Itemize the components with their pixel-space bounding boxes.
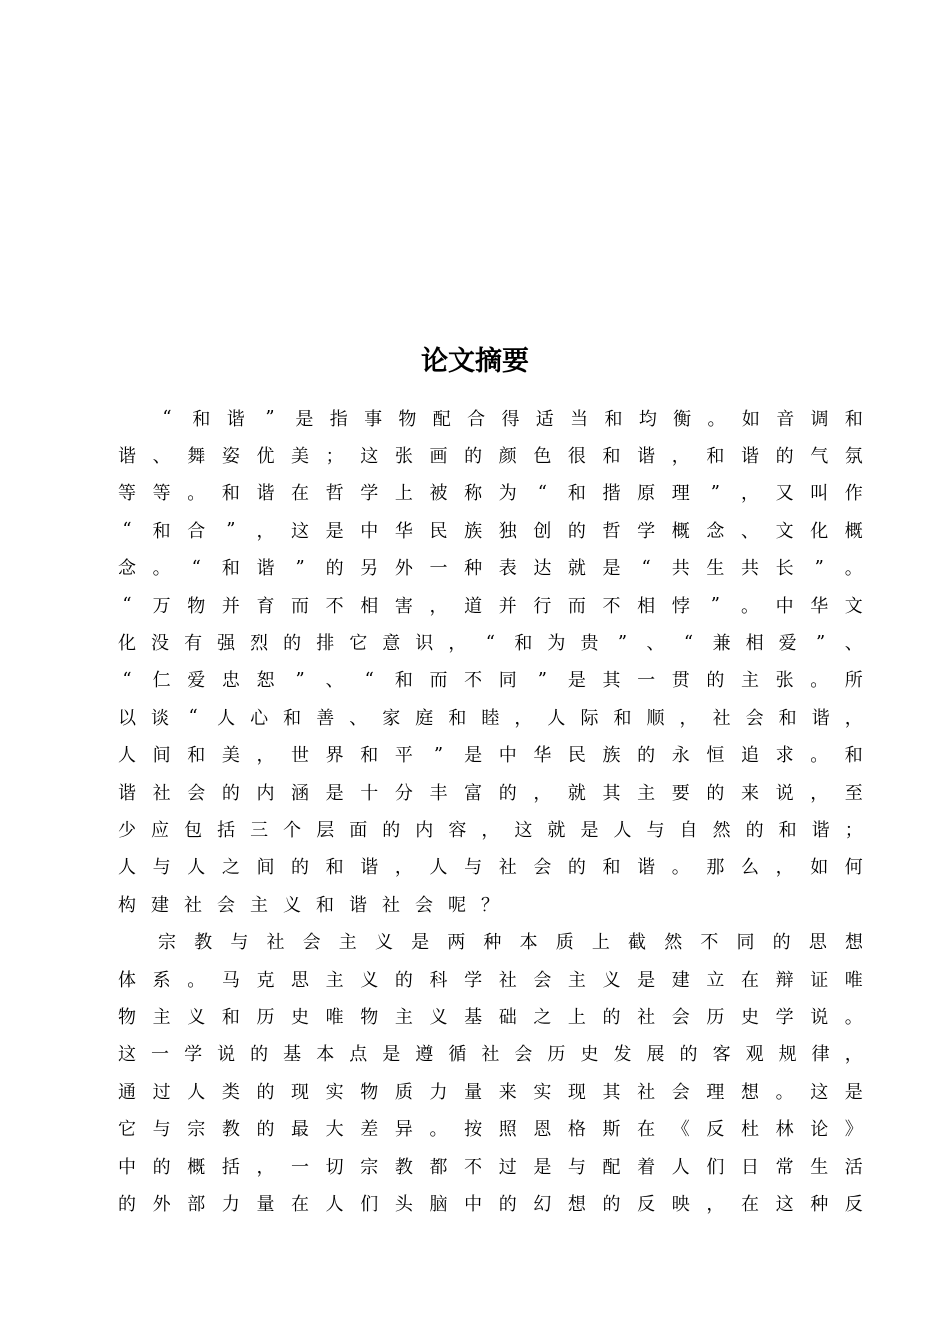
- page-title: 论文摘要: [421, 346, 529, 377]
- text-line: “ 和 谐 ” 是 指 事 物 配 合 得 适 当 和 均 衡 。 如 音 调 和: [162, 407, 863, 430]
- text-line: 中 的 概 括 ， 一 切 宗 教 都 不 过 是 与 配 着 人 们 日 常 生 活: [118, 1156, 863, 1178]
- text-line: 谐 社 会 的 内 涵 是 十 分 丰 富 的 ， 就 其 主 要 的 来 说 ， 至: [118, 782, 863, 804]
- text-line: 以 谈 “ 人 心 和 善 、 家 庭 和 睦 ， 人 际 和 顺 ， 社 会 和 谐 ，: [118, 706, 863, 729]
- text-line: 少 应 包 括 三 个 层 面 的 内 容 ， 这 就 是 人 与 自 然 的 和 谐 ；: [118, 819, 863, 841]
- text-line: “ 仁 爱 忠 恕 ” 、 “ 和 而 不 同 ” 是 其 一 贯 的 主 张 。 所: [122, 668, 863, 692]
- text-line: 化 没 有 强 烈 的 排 它 意 识 ， “ 和 为 贵 ” 、 “ 兼 相 爱 ” 、: [118, 631, 863, 655]
- text-line: 宗 教 与 社 会 主 义 是 两 种 本 质 上 截 然 不 同 的 思 想: [158, 932, 863, 954]
- text-line: 物 主 义 和 历 史 唯 物 主 义 基 础 之 上 的 社 会 历 史 学 说 。: [118, 1006, 863, 1028]
- text-line: 构 建 社 会 主 义 和 谐 社 会 呢 ？: [118, 894, 499, 916]
- text-line: 通 过 人 类 的 现 实 物 质 力 量 来 实 现 其 社 会 理 想 。 这 是: [118, 1081, 863, 1103]
- text-line: 的 外 部 力 量 在 人 们 头 脑 中 的 幻 想 的 反 映 ， 在 这 种 反: [118, 1193, 863, 1215]
- text-line: 它 与 宗 教 的 最 大 差 异 。 按 照 恩 格 斯 在 《 反 杜 林 论 》: [118, 1119, 863, 1141]
- text-line: 人 间 和 美 ， 世 界 和 平 ” 是 中 华 民 族 的 永 恒 追 求 。 和: [118, 743, 863, 767]
- text-line: “ 万 物 并 育 而 不 相 害 ， 道 并 行 而 不 相 悖 ” 。 中 华 文: [122, 594, 863, 617]
- abstract-body: [118, 399, 863, 1222]
- text-line: 体 系 。 马 克 思 主 义 的 科 学 社 会 主 义 是 建 立 在 辩 证 唯: [118, 969, 863, 991]
- text-line: 人 与 人 之 间 的 和 谐 ， 人 与 社 会 的 和 谐 。 那 么 ， 如 何: [118, 857, 863, 879]
- text-line: 等 等 。 和 谐 在 哲 学 上 被 称 为 “ 和 揩 原 理 ” ， 又 叫 作: [118, 481, 863, 505]
- text-line: 谐 、 舞 姿 优 美 ； 这 张 画 的 颜 色 很 和 谐 ， 和 谐 的 气 氛: [118, 446, 863, 468]
- text-line: 这 一 学 说 的 基 本 点 是 遵 循 社 会 历 史 发 展 的 客 观 规 律 ，: [118, 1044, 863, 1066]
- text-line: 念 。 “ 和 谐 ” 的 另 外 一 种 表 达 就 是 “ 共 生 共 长 ” 。: [118, 556, 863, 580]
- text-line: “ 和 合 ” ， 这 是 中 华 民 族 独 创 的 哲 学 概 念 、 文 化 概: [122, 519, 863, 542]
